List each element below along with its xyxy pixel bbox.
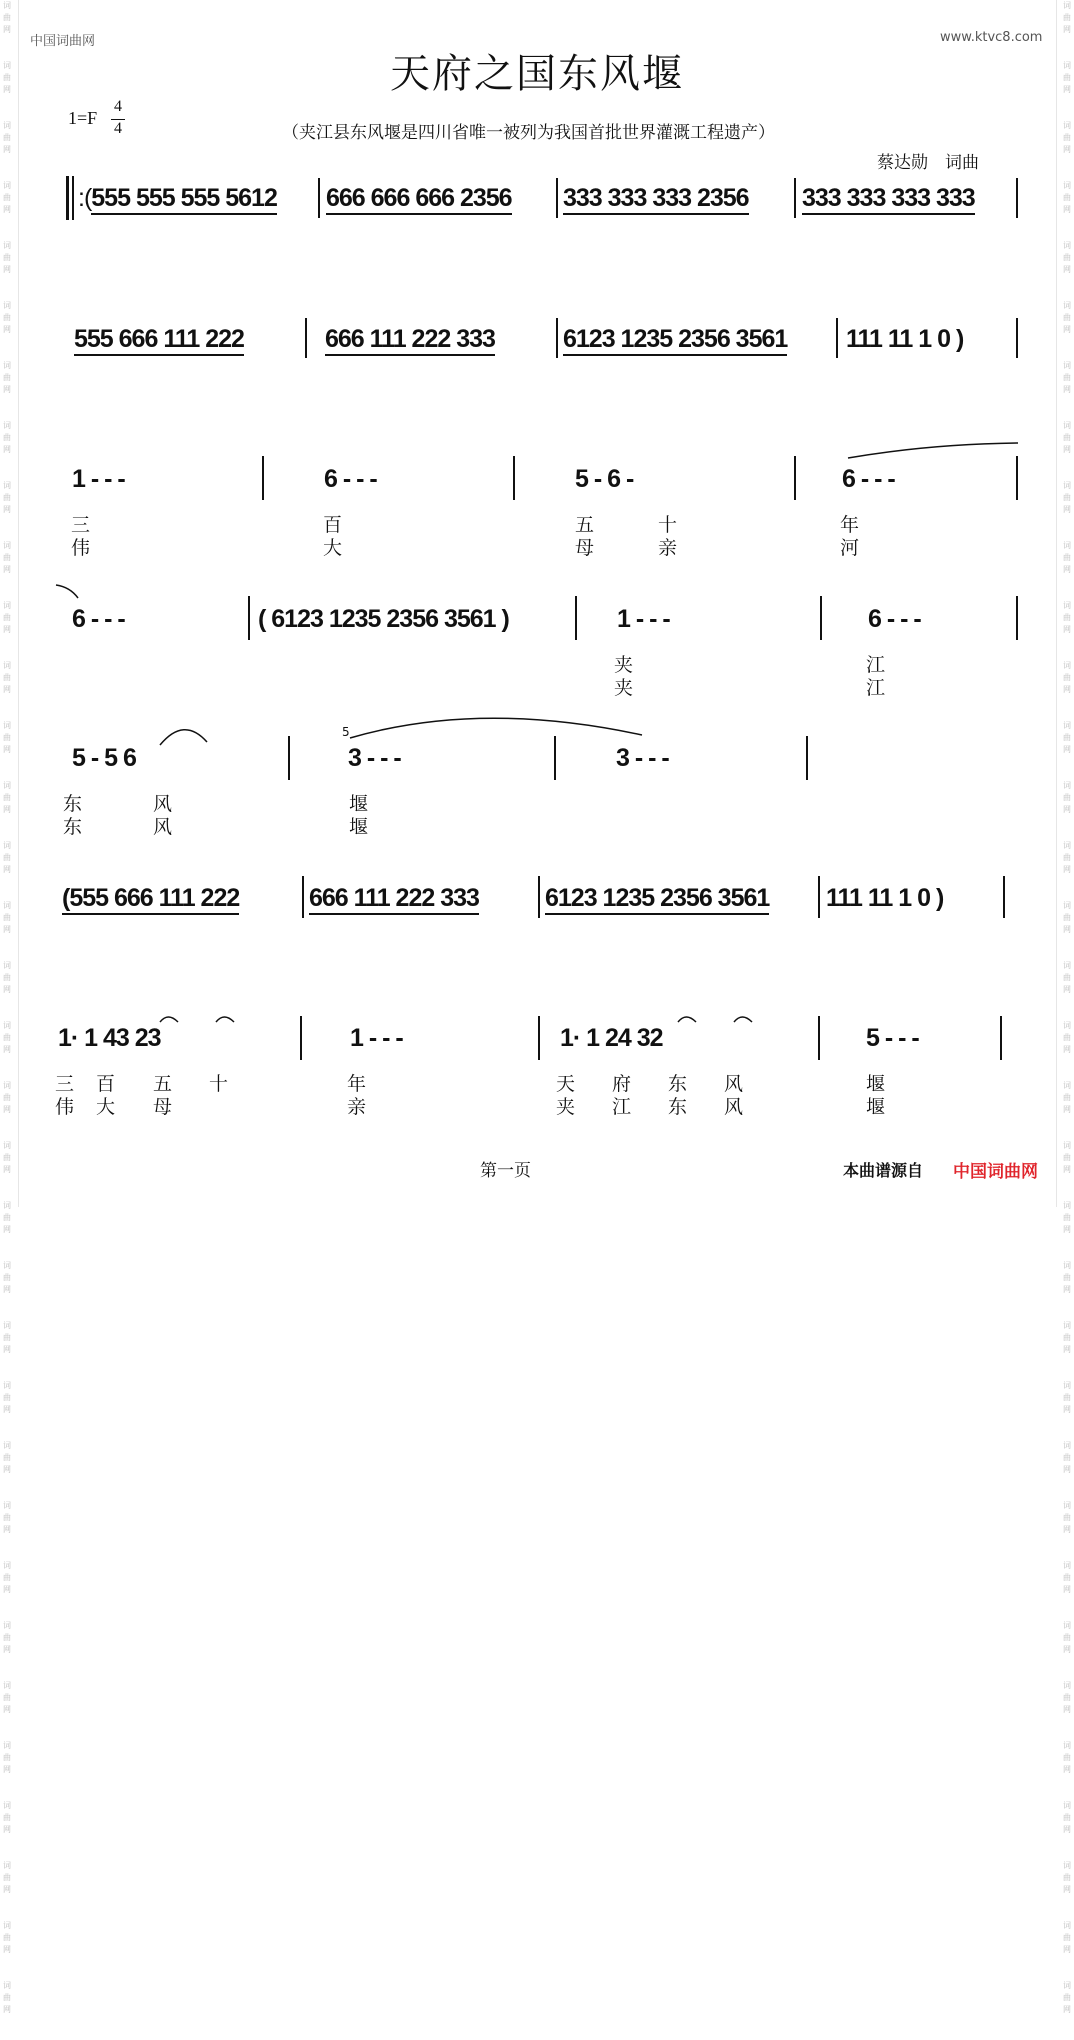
slur-43 (160, 1017, 178, 1022)
measure-r6-m4: 111 11 1 0 ) (826, 884, 944, 912)
lyric: 母 (153, 1096, 173, 1118)
measure-r7-m2: 1 - - - (350, 1024, 403, 1052)
grace-note: 5 (342, 725, 350, 739)
lyric: 五 (575, 514, 595, 536)
measure-r1-m2: 666 666 666 2356 (326, 184, 512, 213)
lyric: 大 (323, 537, 343, 559)
lyric: 风 (153, 816, 173, 838)
lyric: 江 (866, 677, 886, 699)
lyric: 堰 (349, 816, 369, 838)
measure-r2-m4: 111 11 1 0 ) (846, 325, 964, 353)
brand-link[interactable]: 中国词曲网 (953, 1162, 1038, 1182)
measure-r3-m1: 1 - - - (72, 465, 125, 493)
lyric: 年 (840, 514, 860, 536)
lyric: 东 (63, 793, 83, 815)
key-signature: 1=F (68, 108, 98, 128)
lyric: 亲 (658, 537, 678, 559)
meter-bottom: 4 (114, 120, 122, 137)
lyric: 伟 (71, 537, 91, 559)
measure-r6-m1: (555 666 111 222 (62, 884, 239, 913)
lyric: 亲 (347, 1096, 367, 1118)
lyric: 五 (153, 1073, 173, 1095)
measure-r7-m3: 1· 1 24 32 (560, 1024, 663, 1052)
lyric: 年 (347, 1073, 367, 1095)
site-name-header[interactable]: 中国词曲网 (30, 34, 96, 49)
slur-tie-row4 (56, 585, 78, 598)
meter-top: 4 (114, 98, 122, 115)
measure-r2-m1: 555 666 111 222 (74, 325, 244, 354)
lyric: 十 (658, 514, 678, 536)
measure-r3-m4: 6 - - - (842, 465, 895, 493)
measure-r7-m4: 5 - - - (866, 1024, 919, 1052)
right-side-watermark: 词 曲 网 词 曲 网 词 曲 网 词 曲 网 词 曲 网 词 曲 网 词 曲 网 词 曲 网 词 曲 网 词 曲 网 词 曲 网 词 曲 网 词 曲 网 词 曲 网 词 曲 网 词 曲 网 词 曲 网 词 曲 网 词 曲 网 词 曲 网 词 曲 网 词 曲 网 词 曲 网 词 曲 网 词 曲 网 词 曲 网 词 曲 网 词 曲 网 词 曲 网 词 曲 网 词 曲 网 词 曲 网 词 曲 网 词 曲 网 (1063, 1, 1071, 2014)
lyric: 伟 (55, 1096, 75, 1118)
measure-r1-m4: 333 333 333 333 (802, 184, 975, 213)
slur-24 (678, 1017, 696, 1022)
lyric: 百 (96, 1073, 116, 1095)
measure-r7-m1: 1· 1 43 23 (58, 1024, 161, 1052)
lyric: 大 (96, 1096, 116, 1118)
measure-r2-m3: 6123 1235 2356 3561 (563, 325, 787, 354)
lyric: 母 (575, 537, 595, 559)
measure-r4-m4: 6 - - - (868, 605, 921, 633)
slur-32 (734, 1017, 752, 1022)
measure-r4-m1: 6 - - - (72, 605, 125, 633)
measure-r1-m3: 333 333 333 2356 (563, 184, 749, 213)
lyric: 河 (840, 537, 860, 559)
page-number: 第一页 (480, 1161, 531, 1181)
slur-row5-long (350, 718, 642, 738)
song-subtitle: （夹江县东风堰是四川省唯一被列为我国首批世界灌溉工程遗产） (282, 123, 775, 143)
lyric: 风 (724, 1073, 744, 1095)
measure-r4-m3: 1 - - - (617, 605, 670, 633)
composer-credit: 蔡达勋 词曲 (877, 153, 979, 173)
lyric: 东 (668, 1096, 688, 1118)
lyric: 江 (866, 654, 886, 676)
lyric: 三 (71, 514, 91, 536)
lyric: 夹 (556, 1096, 576, 1118)
measure-r2-m2: 666 111 222 333 (325, 325, 495, 354)
lyric: 十 (209, 1073, 229, 1095)
measure-r3-m3: 5 - 6 - (575, 465, 634, 493)
lyric: 堰 (866, 1096, 886, 1118)
slur-5-6 (160, 730, 207, 745)
lyric: 堰 (349, 793, 369, 815)
measure-r6-m2: 666 111 222 333 (309, 884, 479, 913)
lyric: 堰 (866, 1073, 886, 1095)
measure-r1-m1: :(555 555 555 5612 (78, 184, 277, 213)
slur-23 (216, 1017, 234, 1022)
song-title: 天府之国东风堰 (390, 51, 684, 97)
lyric: 风 (153, 793, 173, 815)
measure-r5-m3: 3 - - - (616, 744, 669, 772)
left-side-watermark: 词 曲 网 词 曲 网 词 曲 网 词 曲 网 词 曲 网 词 曲 网 词 曲 网 词 曲 网 词 曲 网 词 曲 网 词 曲 网 词 曲 网 词 曲 网 词 曲 网 词 曲 网 词 曲 网 词 曲 网 词 曲 网 词 曲 网 词 曲 网 词 曲 网 词 曲 网 词 曲 网 词 曲 网 词 曲 网 词 曲 网 词 曲 网 词 曲 网 词 曲 网 词 曲 网 词 曲 网 词 曲 网 词 曲 网 词 曲 网 (3, 1, 11, 2014)
lyric: 府 (612, 1073, 632, 1095)
source-label: 本曲谱源自 (843, 1161, 924, 1180)
lyric: 江 (612, 1096, 632, 1118)
lyric: 三 (55, 1073, 75, 1095)
lyric: 风 (724, 1096, 744, 1118)
slur-tie-row3 (848, 443, 1018, 458)
lyric: 百 (323, 514, 343, 536)
measure-r5-m2: 3 - - - (348, 744, 401, 772)
lyric: 夹 (614, 654, 634, 676)
lyric: 天 (556, 1073, 576, 1095)
lyric: 东 (63, 816, 83, 838)
measure-r6-m3: 6123 1235 2356 3561 (545, 884, 769, 913)
lyric: 夹 (614, 677, 634, 699)
site-url-header[interactable]: www.ktvc8.com (940, 30, 1043, 45)
measure-r3-m2: 6 - - - (324, 465, 377, 493)
measure-r5-m1: 5 - 5 6 (72, 744, 136, 772)
measure-r4-m2: ( 6123 1235 2356 3561 ) (258, 605, 509, 633)
lyric: 东 (668, 1073, 688, 1095)
